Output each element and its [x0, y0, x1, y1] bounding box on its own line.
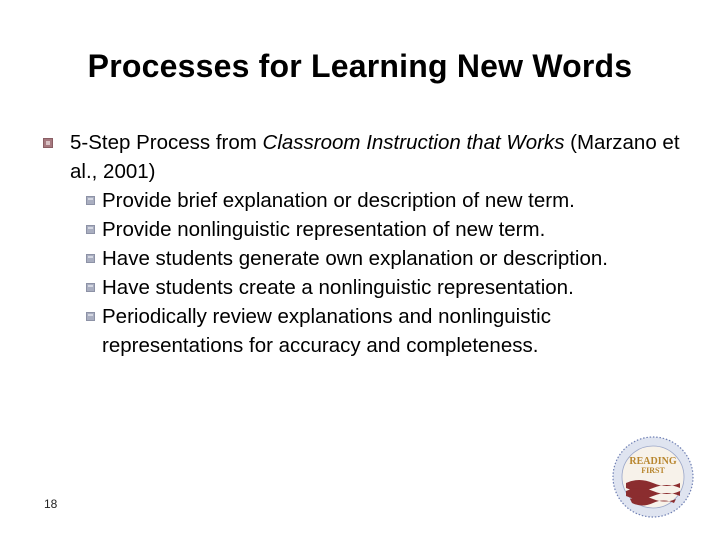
square-bullet-icon: [86, 312, 95, 321]
book-title: Classroom Instruction that Works: [262, 131, 565, 154]
slide-content: [40, 128, 680, 360]
list-item: [40, 186, 680, 215]
step-text: Have students create a nonlinguistic representation.: [102, 276, 574, 299]
step-text: Provide brief explanation or description of new term.: [102, 189, 575, 212]
square-bullet-icon: [86, 225, 95, 234]
list-item: [40, 302, 680, 360]
square-bullet-icon: [86, 254, 95, 263]
list-item: [40, 244, 680, 273]
step-text: Have students generate own explanation or description.: [102, 247, 608, 270]
main-bullet-prefix: 5-Step Process from: [70, 131, 263, 154]
square-bullet-icon: [86, 196, 95, 205]
square-bullet-icon: [43, 138, 53, 148]
list-item: [40, 215, 680, 244]
logo-text-top: READING: [629, 456, 677, 467]
step-text: Provide nonlinguistic representation of new term.: [102, 218, 546, 241]
step-list: [40, 186, 680, 360]
list-item: [40, 273, 680, 302]
main-bullet-citation: (Marzano et al., 2001): [70, 131, 680, 183]
square-bullet-icon: [86, 283, 95, 292]
reading-first-seal-icon: [612, 436, 694, 518]
slide-title: Processes for Learning New Words: [87, 48, 633, 84]
step-text: Periodically review explanations and nonlinguistic representations for accuracy and completeness.: [102, 305, 551, 357]
main-bullet: [40, 128, 680, 186]
slide-number: 18: [44, 497, 58, 511]
logo-text-bottom: FIRST: [641, 466, 665, 475]
